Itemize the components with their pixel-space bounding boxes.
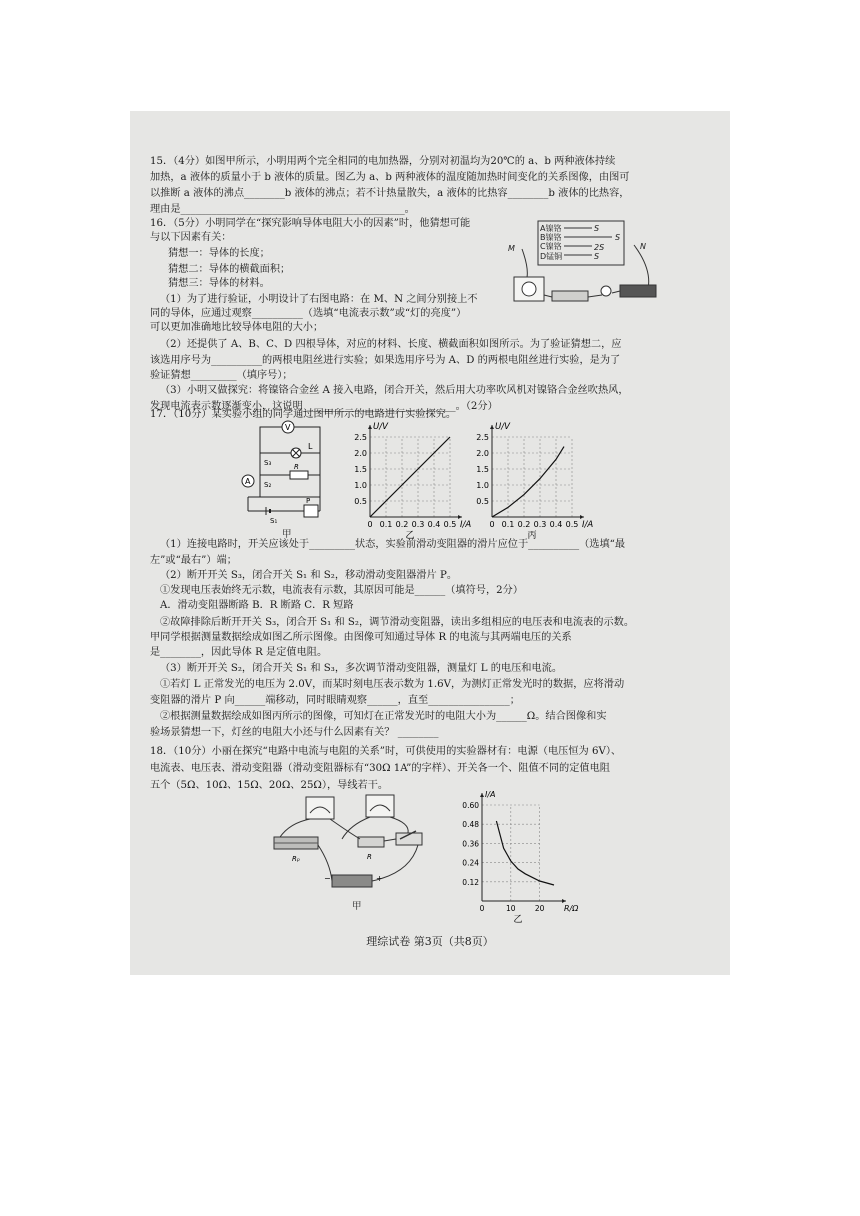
series-line xyxy=(496,821,554,885)
q17-lamp-label: L xyxy=(308,442,313,451)
x-tick-label: 0 xyxy=(479,904,485,913)
y-tick-label: 0.36 xyxy=(462,839,479,849)
x-tick-label: 0.3 xyxy=(411,520,425,529)
q16-wire-d-area: S xyxy=(594,252,600,261)
y-tick-label: 1.0 xyxy=(476,481,489,490)
q16-line-2: 与以下因素有关： xyxy=(150,232,232,243)
q17-voltmeter-label: V xyxy=(285,423,291,432)
series-line xyxy=(492,447,564,517)
q17-part-2-q2: ②故障排除后断开开关 S₃，闭合开 S₁ 和 S₂，调节滑动变阻器，读出多组相应的电压表和电流表的示数。 xyxy=(160,617,635,628)
q17-s3-label: S₃ xyxy=(264,459,272,467)
chart-caption: 丙 xyxy=(527,531,537,541)
q17-s1-label: S₁ xyxy=(270,517,278,525)
q17-part-3: （3）断开开关 S₂，闭合开关 S₁ 和 S₃，多次调节滑动变阻器，测量灯 L 的电压和电流。 xyxy=(160,663,563,674)
x-tick-label: 20 xyxy=(534,904,545,913)
q17-slider-label: P xyxy=(306,497,311,505)
y-tick-label: 2.5 xyxy=(476,433,489,442)
x-tick-label: 0.5 xyxy=(565,520,579,529)
q17-part-2-q1: ①发现电压表始终无示数，电流表有示数，其原因可能是______（填符号，2分） xyxy=(160,585,524,596)
q16-guess-2: 猜想二：导体的横截面积； xyxy=(168,264,291,275)
x-tick-label: 0.4 xyxy=(427,520,441,529)
x-tick-label: 0.1 xyxy=(501,520,515,529)
y-tick-label: 2.5 xyxy=(354,433,367,442)
q16-guess-3: 猜想三：导体的材料。 xyxy=(168,278,270,289)
q18-figure-caption-jia: 甲 xyxy=(352,901,362,912)
y-tick-label: 1.5 xyxy=(354,465,367,474)
q15-line-2: 加热，a 液体的质量小于 b 液体的质量。图乙为 a、b 两种液体的温度随加热时间变化的关系图像，由图可 xyxy=(150,172,630,183)
page-footer: 理综试卷 第3页（共8页） xyxy=(366,935,494,948)
q17-part-2-q2c: 是________，因此导体 R 是定值电阻。 xyxy=(150,647,328,658)
x-axis-label: R/Ω xyxy=(564,904,579,913)
q18-chart-yi xyxy=(452,790,592,925)
q17-options: A．滑动变阻器断路 B．R 断路 C．R 短路 xyxy=(160,600,354,611)
x-tick-label: 0.5 xyxy=(443,520,457,529)
y-tick-label: 1.0 xyxy=(354,481,367,490)
q16-wire-b-label: B镍铬 xyxy=(540,233,562,242)
y-tick-label: 0.12 xyxy=(462,877,479,887)
exam-page xyxy=(130,111,730,975)
y-tick-label: 2.0 xyxy=(476,449,489,458)
q16-part-1c: 可以更加准确地比较导体电阻的大小； xyxy=(150,322,324,333)
y-axis-label: I/A xyxy=(485,790,496,799)
q16-wire-a-label: A镍铬 xyxy=(540,224,562,233)
q17-part-3-q2b: 验场景猜想一下，灯丝的电阻大小还与什么因素有关？ ________ xyxy=(150,727,439,738)
chart-caption: 乙 xyxy=(405,531,415,541)
x-tick-label: 0 xyxy=(367,520,373,529)
x-axis-arrow xyxy=(458,515,462,519)
q16-wire-b-area: S xyxy=(615,233,621,242)
q17-intro: 17．（10分）某实验小组的同学通过图甲所示的电路进行实验探究。 xyxy=(150,409,457,420)
q17-part-3-q1: ①若灯 L 正常发光的电压为 2.0V，而某时刻电压表示数为 1.6V，为测灯正常发光时的数据，应将滑动 xyxy=(160,679,625,690)
x-tick-label: 0.2 xyxy=(517,520,531,529)
q15-line-4: 理由是____________________________________________。 xyxy=(150,204,415,215)
q18-line-1: 18．（10分）小丽在探究“电路中电流与电阻的关系”时，可供使用的实验器材有：电源（电压恒为 6V）、 xyxy=(150,746,622,757)
x-tick-label: 0.1 xyxy=(379,520,393,529)
x-axis-arrow xyxy=(562,899,566,903)
x-axis-label: I/A xyxy=(582,520,594,530)
q17-circuit-figure xyxy=(230,421,340,526)
y-axis-arrow xyxy=(490,425,494,429)
q16-part-1b: 同的导体，应通过观察__________（选填“电流表示数”或“灯的亮度”） xyxy=(150,308,467,319)
q16-wire-a-area: S xyxy=(594,224,600,233)
y-tick-label: 0.48 xyxy=(462,820,479,830)
x-tick-label: 10 xyxy=(506,904,516,913)
q16-terminal-m: M xyxy=(508,244,515,253)
q16-wire-c-area: 2S xyxy=(594,243,605,252)
x-tick-label: 0.2 xyxy=(395,520,409,529)
q16-line-1: 16．（5分）小明同学在“探究影响导体电阻大小的因素”时，他猜想可能 xyxy=(150,218,471,229)
y-axis-label: U/V xyxy=(373,422,388,432)
y-tick-label: 0.5 xyxy=(476,497,489,506)
q18-battery-minus: − xyxy=(324,874,331,883)
q17-resistor-label: R xyxy=(294,463,299,471)
x-tick-label: 0 xyxy=(489,520,495,529)
q16-guess-1: 猜想一：导体的长度； xyxy=(168,248,270,259)
q18-battery-plus: + xyxy=(376,874,383,883)
y-tick-label: 0.5 xyxy=(354,497,367,506)
q18-resistor-label: R xyxy=(367,853,372,861)
chart-caption: 乙 xyxy=(513,915,523,925)
y-tick-label: 1.5 xyxy=(476,465,489,474)
x-tick-label: 0.4 xyxy=(549,520,563,529)
q18-line-3: 五个（5Ω、10Ω、15Ω、20Ω、25Ω），导线若干。 xyxy=(150,780,389,791)
x-tick-label: 0.3 xyxy=(533,520,547,529)
q17-s2-label: S₂ xyxy=(264,481,272,489)
q17-part-1: （1）连接电路时，开关应该处于_________状态，实验前滑动变阻器的滑片应位于__________（选填“最 xyxy=(160,539,626,550)
q16-part-1: （1）为了进行验证，小明设计了右图电路：在 M、N 之间分别接上不 xyxy=(160,294,478,305)
q16-part-2b: 该选用序号为__________的两根电阻丝进行实验；如果选用序号为 A、D 的两根电阻丝进行实验，是为了 xyxy=(150,355,621,366)
q16-wire-c-label: C镍铬 xyxy=(540,242,562,251)
q16-part-3b: 发现电流表示数逐渐变小，这说明______________________________。（2分） xyxy=(150,401,498,412)
q17-ammeter-label: A xyxy=(245,477,251,486)
q16-part-2: （2）还提供了 A、B、C、D 四根导体，对应的材料、长度、横截面积如图所示。为了验证猜想二，应 xyxy=(160,339,622,350)
q17-part-2-q2b: 甲同学根据测量数据绘成如图乙所示图像。由图像可知通过导体 R 的电流与其两端电压的关系 xyxy=(150,632,572,643)
x-axis-arrow xyxy=(580,515,584,519)
q16-part-2c: 验证猜想_________（填序号）； xyxy=(150,370,293,381)
y-tick-label: 0.24 xyxy=(462,858,479,868)
y-tick-label: 2.0 xyxy=(354,449,367,458)
q17-part-3-q2: ②根据测量数据绘成如图丙所示的图像，可知灯在正常发光时的电阻大小为______Ω。结合图像和实 xyxy=(160,711,607,722)
q16-circuit-figure xyxy=(502,219,662,307)
q16-wire-d-label: D锰铜 xyxy=(540,252,563,261)
y-axis-label: U/V xyxy=(495,422,510,432)
q18-line-2: 电流表、电压表、滑动变阻器（滑动变阻器标有“30Ω 1A”的字样）、开关各一个、阻值不同的定值电阻 xyxy=(150,763,610,774)
y-axis-arrow xyxy=(480,793,484,797)
q17-figure-caption-jia: 甲 xyxy=(282,529,292,540)
q15-line-1: 15．（4分）如图甲所示，小明用两个完全相同的电加热器，分别对初温均为20℃的 a、b 两种液体持续 xyxy=(150,156,616,167)
q17-part-3-q1b: 变阻器的滑片 P 向______端移动，同时眼睛观察______，直至________________； xyxy=(150,695,520,706)
q18-apparatus-figure xyxy=(270,793,440,908)
q17-part-2: （2）断开开关 S₃，闭合开关 S₁ 和 S₂，移动滑动变阻器滑片 P。 xyxy=(160,570,458,581)
q17-chart-bing xyxy=(470,419,595,539)
q18-rheostat-label: Rₚ xyxy=(292,855,300,863)
q17-part-1b: 左”或“最右”）端； xyxy=(150,555,237,566)
q17-chart-yi xyxy=(348,419,472,541)
series-line xyxy=(370,437,450,517)
q16-terminal-n: N xyxy=(640,242,646,251)
x-axis-label: I/A xyxy=(460,520,472,530)
y-tick-label: 0.60 xyxy=(462,801,479,810)
q16-part-3: （3）小明又做探究：将镍铬合金丝 A 接入电路，闭合开关，然后用大功率吹风机对镍铬合金丝吹热风， xyxy=(160,385,629,396)
y-axis-arrow xyxy=(368,425,372,429)
q15-line-3: 以推断 a 液体的沸点________b 液体的沸点；若不计热量散失，a 液体的比热容________b 液体的比热容， xyxy=(150,188,630,199)
